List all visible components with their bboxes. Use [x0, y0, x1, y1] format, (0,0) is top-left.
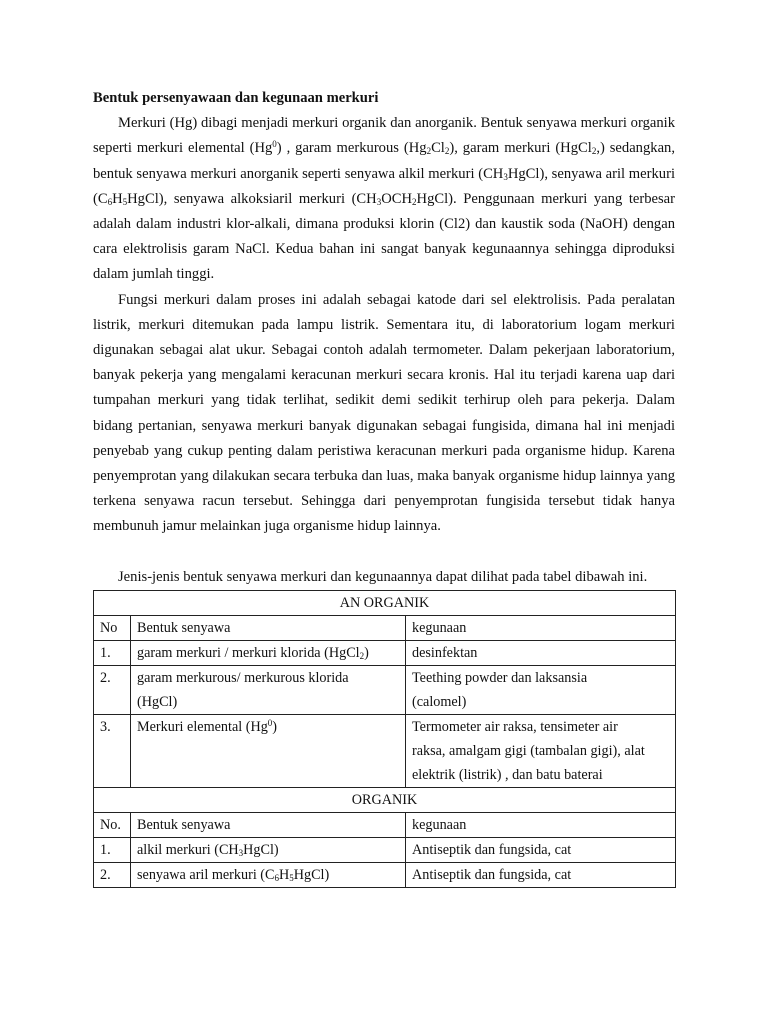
header-use: kegunaan	[406, 813, 676, 838]
p1-text-b: ) , garam merkurous (Hg	[276, 140, 427, 157]
row-number: 1.	[94, 838, 131, 863]
compound-text-end: )	[272, 719, 278, 735]
p1-sup: 0	[272, 139, 277, 150]
use-line-1: Termometer air raksa, tensimeter air	[412, 719, 618, 735]
table-row	[94, 715, 676, 788]
compound-cell	[131, 666, 406, 715]
section-title-organik: ORGANIK	[94, 788, 676, 813]
compound-text-end: HgCl)	[243, 842, 279, 858]
p1-text-g: H	[112, 190, 123, 207]
p1-sub-e: 6	[107, 196, 113, 207]
row-number: 2.	[94, 666, 131, 715]
p1-text-e: ,) sedangkan, bentuk senyawa merkuri anorganik seperti senyawa alkil merkuri (CH	[93, 140, 675, 182]
row-number: 1.	[94, 641, 131, 666]
p1-text-d: ), garam merkuri (HgCl	[449, 140, 592, 157]
mercury-compounds-table	[93, 590, 676, 888]
paragraph-1	[93, 111, 675, 287]
table-section-row	[94, 591, 676, 616]
use-cell: desinfektan	[406, 641, 676, 666]
section-title-anorganik: AN ORGANIK	[94, 591, 676, 616]
p1-text-j: HgCl). Penggunaan merkuri yang terbesar adalah dalam industri klor-alkali, dimana produksi klorin (Cl2) dan kaustik soda (NaOH) dengan cara elektrolisis garam NaCl. Kedua bahan ini sangat banyak kegunaannya sehingga diproduksi dalam jumlah tinggi.	[93, 190, 675, 283]
use-line-2: (calomel)	[412, 694, 467, 710]
compound-cell	[131, 715, 406, 788]
section-heading: Bentuk persenyawaan dan kegunaan merkuri	[93, 90, 379, 106]
use-cell	[406, 666, 676, 715]
compound-text: alkil merkuri (CH	[137, 842, 239, 858]
p1-sub-h: 2	[412, 196, 417, 207]
compound-sub: 2	[359, 651, 365, 661]
table-header-row	[94, 616, 676, 641]
compound-text-end: )	[364, 645, 369, 661]
p1-text-h: HgCl), senyawa alkoksiaril merkuri (CH	[127, 190, 377, 207]
compound-sub: 3	[238, 848, 244, 858]
table-intro: Jenis-jenis bentuk senyawa merkuri dan kegunaannya dapat dilihat pada tabel dibawah ini.	[118, 568, 648, 585]
p1-text-f: HgCl), senyawa aril merkuri (C	[93, 165, 675, 207]
row-number: 3.	[94, 715, 131, 788]
compound-cell	[131, 863, 406, 888]
header-no: No.	[94, 813, 131, 838]
table-row	[94, 863, 676, 888]
use-line-1: Teething powder dan laksansia	[412, 670, 588, 686]
use-line-3: elektrik (listrik) , dan batu baterai	[412, 767, 603, 783]
compound-line-2: (HgCl)	[137, 694, 178, 710]
row-number: 2.	[94, 863, 131, 888]
table-row	[94, 666, 676, 715]
compound-text: garam merkuri / merkuri klorida (HgCl	[137, 645, 360, 661]
p1-sub-d: 3	[503, 171, 508, 182]
table-row	[94, 838, 676, 863]
compound-text-mid: H	[279, 867, 290, 883]
compound-text-end: HgCl)	[293, 867, 330, 883]
paragraph-2: Fungsi merkuri dalam proses ini adalah sebagai katode dari sel elektrolisis. Pada peralatan listrik, merkuri ditemukan pada lampu listrik. Sementara itu, di laboratorium logam merkuri digunakan sebagai alat ukur. Sebagai contoh adalah termometer. Dalam pekerjaan laboratorium, banyak pekerja yang mengalami keracunan merkuri secara kronis. Hal itu terjadi karena uap dari tumpahan merkuri yang tidak terlihat, sedikit demi sedikit terhirup oleh para pekerja. Dalam bidang pertanian, senyawa merkuri banyak digunakan sebagai fungisida, dimana hal ini menjadi penyebab yang cukup penting dalam peristiwa keracunan merkuri pada organisme hidup. Karena penyemprotan yang dilakukan secara terbuka dan luas, maka banyak organisme hidup lainnya yang terkena senyawa racun tersebut. Sehingga dari penyemprotan fungisida tersebut tidak hanya membunuh jamur melainkan juga organisme hidup lainnya.	[93, 291, 675, 535]
table-header-row	[94, 813, 676, 838]
document-body	[93, 86, 675, 590]
p1-sub-f: 5	[122, 196, 128, 207]
compound-sub-2: 5	[289, 873, 294, 883]
header-compound: Bentuk senyawa	[131, 616, 406, 641]
p1-sub-g: 3	[376, 196, 382, 207]
compound-sup: 0	[267, 718, 273, 728]
p1-sub-c: 2	[591, 146, 597, 157]
p1-sub-a: 2	[426, 146, 432, 157]
p1-text-a: Merkuri (Hg) dibagi menjadi merkuri organik dan anorganik. Bentuk senyawa merkuri organik seperti merkuri elemental (Hg	[93, 115, 675, 157]
p1-text-c: Cl	[431, 140, 445, 157]
use-line-2: raksa, amalgam gigi (tambalan gigi), alat	[412, 743, 645, 759]
compound-sub-1: 6	[274, 873, 279, 883]
table-section-row	[94, 788, 676, 813]
compound-line-1: garam merkurous/ merkurous klorida	[137, 670, 349, 686]
header-no: No	[94, 616, 131, 641]
header-use: kegunaan	[406, 616, 676, 641]
use-cell: Antiseptik dan fungsida, cat	[406, 838, 676, 863]
use-cell: Antiseptik dan fungsida, cat	[406, 863, 676, 888]
header-compound: Bentuk senyawa	[131, 813, 406, 838]
p1-text-i: OCH	[381, 190, 413, 207]
compound-text: Merkuri elemental (Hg	[137, 719, 268, 735]
compound-text: senyawa aril merkuri (C	[137, 867, 275, 883]
use-cell	[406, 715, 676, 788]
compound-cell	[131, 838, 406, 863]
p1-sub-b: 2	[444, 146, 450, 157]
table-row	[94, 641, 676, 666]
compound-cell	[131, 641, 406, 666]
